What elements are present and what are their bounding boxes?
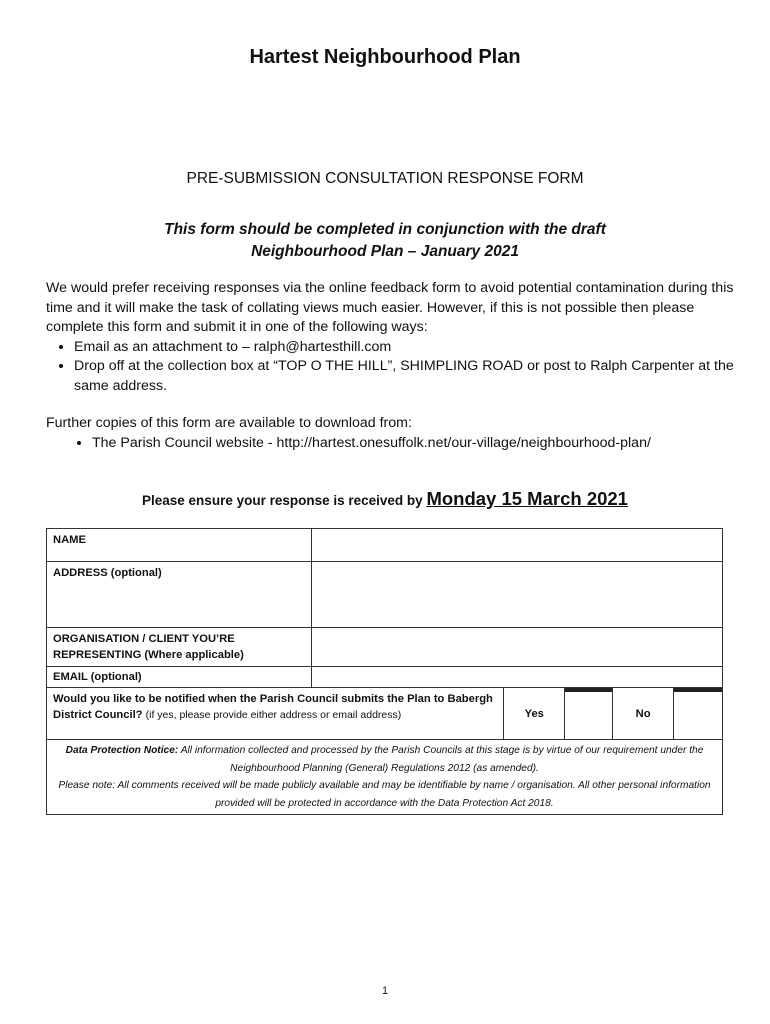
email-label: EMAIL (optional) — [47, 667, 312, 688]
download-sources-list — [46, 434, 736, 454]
name-label: NAME — [47, 529, 312, 562]
notify-question-text: Would you like to be notified when the Parish Council submits the Plan to Babergh District Council? — [53, 693, 493, 721]
deadline-prefix: Please ensure your response is received by — [142, 493, 423, 508]
instruction-line-2: Neighbourhood Plan – January 2021 — [251, 243, 519, 260]
data-protection-text-1: All information collected and processed by the Parish Councils at this stage is by virtue of our requirement under the Neighbourhood Planning (General) Regulations 2012 (as amended). — [180, 745, 704, 774]
deadline-date: Monday 15 March 2021 — [426, 488, 628, 509]
address-label: ADDRESS (optional) — [47, 562, 312, 628]
response-form-table — [46, 528, 723, 815]
table-row — [47, 688, 723, 740]
list-item: • The Parish Council website - http://hartest.onesuffolk.net/our-village/neighbourhood-plan/ — [92, 434, 736, 454]
organisation-label-line-2: REPRESENTING (Where applicable) — [53, 649, 244, 661]
organisation-label-line-1: ORGANISATION / CLIENT YOU’RE — [53, 633, 235, 645]
form-subtitle: PRE-SUBMISSION CONSULTATION RESPONSE FORM — [186, 170, 584, 187]
name-field[interactable] — [311, 529, 722, 562]
no-label: No — [613, 688, 674, 740]
further-copies-heading: Further copies of this form are available to download from: — [46, 415, 412, 431]
address-field[interactable] — [311, 562, 722, 628]
organisation-label — [47, 628, 312, 667]
data-protection-notice — [47, 740, 723, 815]
list-item: • Drop off at the collection box at “TOP O THE HILL”, SHIMPLING ROAD or post to Ralph Carpenter at the same address. — [74, 357, 736, 396]
data-protection-text-2: Please note: All comments received will be made publicly available and may be identifiable by name / organisation. All other personal information provided will be protected in accordance with the Data Protection Act 2018. — [58, 780, 711, 809]
intro-paragraph: We would prefer receiving responses via the online feedback form to avoid potential contamination during this time and it will make the task of collating views much easier. However, if this is not possible then please complete this form and submit it in one of the following ways: — [46, 280, 734, 335]
page-title: Hartest Neighbourhood Plan — [249, 46, 521, 68]
data-protection-para-1 — [53, 742, 716, 777]
data-protection-heading: Data Protection Notice: — [65, 745, 179, 756]
instruction-line-1: This form should be completed in conjunction with the draft — [164, 221, 606, 238]
organisation-field[interactable] — [311, 628, 722, 667]
table-row — [47, 667, 723, 688]
further-copies-section — [46, 414, 736, 453]
yes-label: Yes — [504, 688, 565, 740]
email-field[interactable] — [311, 667, 722, 688]
table-row — [47, 740, 723, 815]
instruction-text — [0, 219, 770, 263]
list-item: • Email as an attachment to – ralph@hartesthill.com — [74, 338, 736, 358]
table-row — [47, 529, 723, 562]
table-row — [47, 628, 723, 667]
no-checkbox[interactable] — [674, 688, 723, 740]
page-number: 1 — [381, 985, 389, 997]
submission-methods-list — [46, 338, 736, 397]
notify-question-note: (if yes, please provide either address or email address) — [145, 709, 402, 721]
intro-section — [46, 279, 736, 396]
yes-checkbox[interactable] — [565, 688, 613, 740]
table-row — [47, 562, 723, 628]
notify-question — [47, 688, 504, 740]
deadline-notice — [0, 488, 770, 510]
